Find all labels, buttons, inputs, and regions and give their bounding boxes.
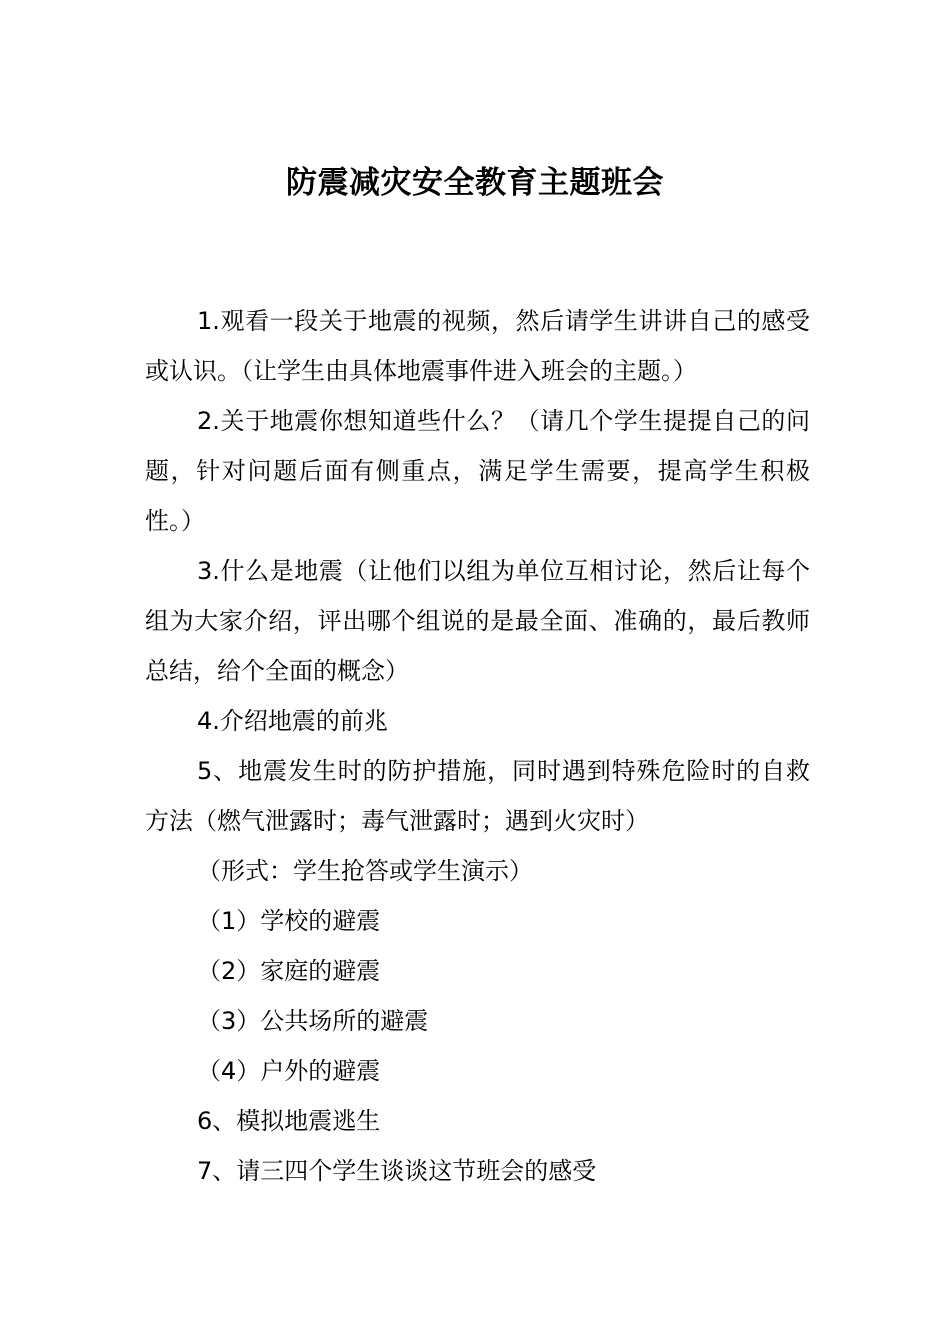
- paragraph-4: 4.介绍地震的前兆: [197, 707, 388, 735]
- paragraph-3: 3.什么是地震（让他们以组为单位互相讨论，然后让每个组为大家介绍，评出哪个组说的是最全面、准确的，最后教师总结，给个全面的概念）: [145, 557, 810, 685]
- paragraph-1: 1.观看一段关于地震的视频，然后请学生讲讲自己的感受或认识。（让学生由具体地震事件进入班会的主题。）: [145, 307, 810, 385]
- document-body: [145, 296, 810, 1196]
- list-item-school: （1）学校的避震: [197, 907, 381, 935]
- paragraph-6: 6、模拟地震逃生: [197, 1107, 381, 1135]
- page-title: 防震减灾安全教育主题班会: [286, 165, 664, 201]
- list-item-home: （2）家庭的避震: [197, 957, 381, 985]
- list-item-public: （3）公共场所的避震: [197, 1007, 429, 1035]
- paragraph-2: 2.关于地震你想知道些什么？（请几个学生提提自己的问题，针对问题后面有侧重点，满足学生需要，提高学生积极性。）: [145, 407, 810, 535]
- paragraph-format: （形式：学生抢答或学生演示）: [197, 857, 533, 885]
- paragraph-5: 5、地震发生时的防护措施，同时遇到特殊危险时的自救方法（燃气泄露时；毒气泄露时；遇到火灾时）: [145, 757, 810, 835]
- paragraph-7: 7、请三四个学生谈谈这节班会的感受: [197, 1157, 597, 1185]
- list-item-outdoor: （4）户外的避震: [197, 1057, 381, 1085]
